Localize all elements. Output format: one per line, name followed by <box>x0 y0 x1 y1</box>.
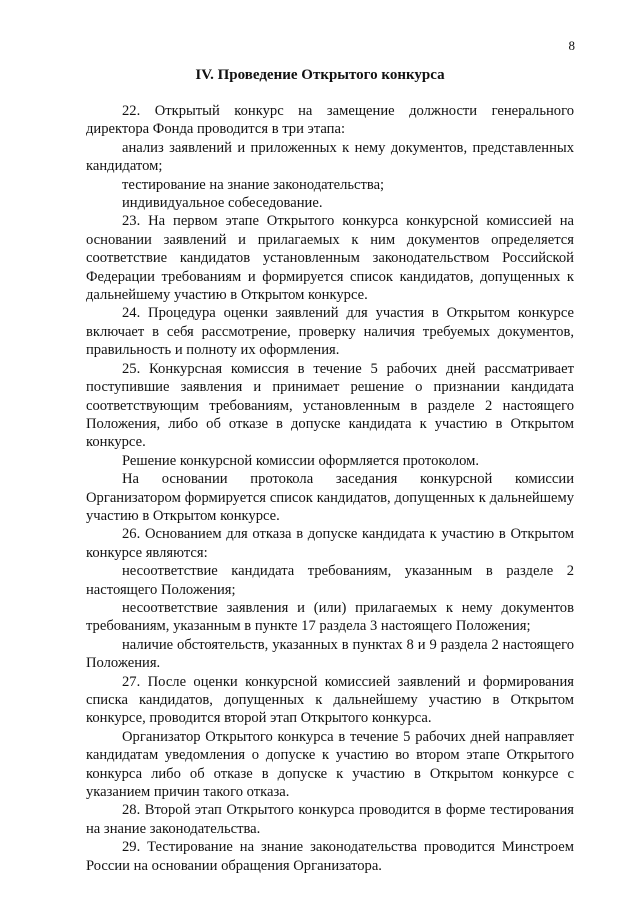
paragraph-26: 26. Основанием для отказа в допуске кандидата к участию в Открытом конкурсе являются: <box>86 526 574 561</box>
paragraph-26-item-2: несоответствие заявления и (или) прилагаемых к нему документов требованиям, указанным в пункте 17 раздела 3 настоящего Положения; <box>86 599 574 635</box>
paragraph-26-item-1: несоответствие кандидата требованиям, указанным в разделе 2 настоящего Положения; <box>86 563 574 598</box>
paragraph-22-item-3: индивидуальное собеседование. <box>122 195 323 212</box>
paragraph-25: 25. Конкурсная комиссия в течение 5 рабочих дней рассматривает поступившие заявления и принимает решение о признании кандидата соответствующим требованиям, установленным в разделе 2 настоящего Положения, либо об отказе в допуске кандидата к участию в Открытом конкурсе. <box>86 360 574 451</box>
paragraph-29: 29. Тестирование на знание законодательства проводится Минстроем России на основании обращения Организатора. <box>86 839 574 874</box>
paragraph-24: 24. Процедура оценки заявлений для участия в Открытом конкурсе включает в себя рассмотрение, проверку наличия требуемых документов, правильность и полноту их оформления. <box>86 305 574 359</box>
page-number: 8 <box>568 38 575 53</box>
paragraph-27: 27. После оценки конкурсной комиссией заявлений и формирования списка кандидатов, допущенных к дальнейшему участию в Открытом конкурсе, проводится второй этап Открытого конкурса. <box>86 673 574 727</box>
paragraph-25-list: На основании протокола заседания конкурсной комиссии Организатором формируется список кандидатов, допущенных к дальнейшему участию в Открытом конкурсе. <box>86 471 574 524</box>
paragraph-22-item-2: тестирование на знание законодательства; <box>122 176 385 193</box>
paragraph-22: 22. Открытый конкурс на замещение должности генерального директора Фонда проводится в три этапа: <box>86 103 574 138</box>
paragraph-22-item-1: анализ заявлений и приложенных к нему документов, представленных кандидатом; <box>86 139 574 175</box>
paragraph-26-item-3: наличие обстоятельств, указанных в пунктах 8 и 9 раздела 2 настоящего Положения. <box>86 636 574 672</box>
paragraph-27-notice: Организатор Открытого конкурса в течение 5 рабочих дней направляет кандидатам уведомления о допуске к участию во втором этапе Открытого конкурса либо об отказе в допуске к участию в Открытом конкурсе с указанием причин такого отказа. <box>86 728 574 801</box>
paragraph-25-decision: Решение конкурсной комиссии оформляется протоколом. <box>122 452 480 469</box>
paragraph-23: 23. На первом этапе Открытого конкурса конкурсной комиссией на основании заявлений и прилагаемых к ним документов определяется соответствие кандидатов установленным законодательством Российской Федерации требованиям и формируется список кандидатов, допущенных к дальнейшему участию в Открытом конкурсе. <box>86 213 574 304</box>
paragraph-28: 28. Второй этап Открытого конкурса проводится в форме тестирования на знание законодательства. <box>86 802 574 837</box>
document-body <box>86 102 574 875</box>
section-heading: IV. Проведение Открытого конкурса <box>195 67 445 83</box>
